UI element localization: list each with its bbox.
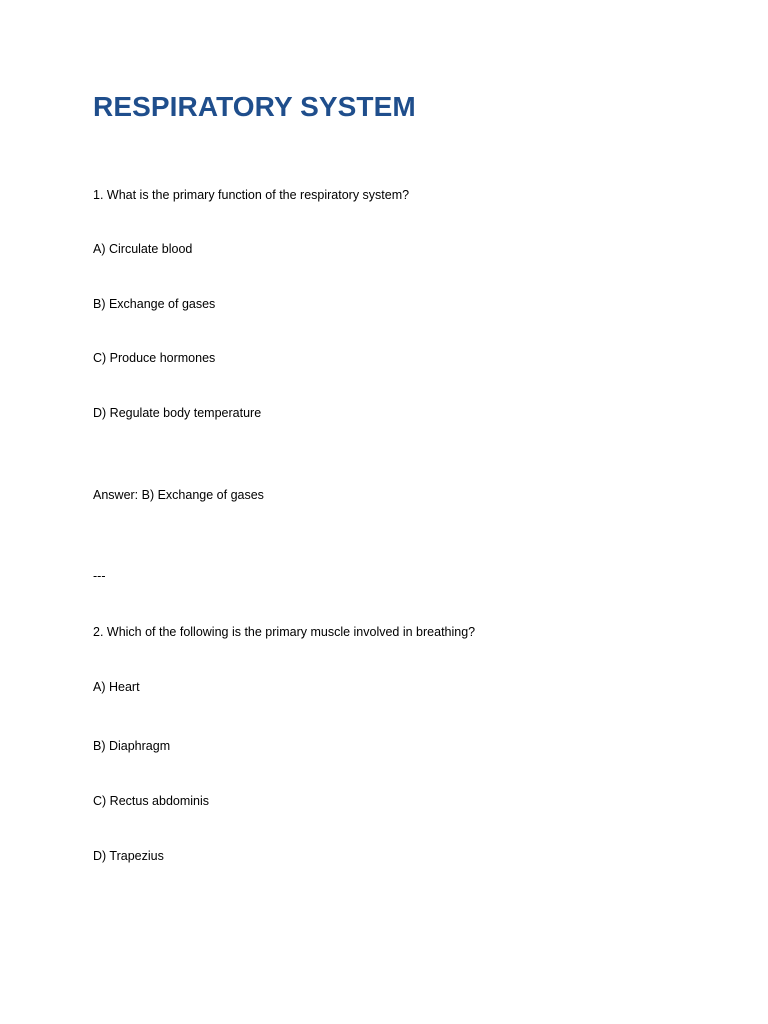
page-title: RESPIRATORY SYSTEM	[93, 91, 416, 122]
question-2-prompt: 2. Which of the following is the primary muscle involved in breathing?	[93, 625, 476, 639]
question-2-option-d: D) Trapezius	[93, 849, 164, 863]
section-separator: ---	[93, 569, 106, 583]
question-1-option-c: C) Produce hormones	[93, 351, 216, 365]
question-1-option-b: B) Exchange of gases	[93, 297, 216, 311]
question-1-prompt: 1. What is the primary function of the respiratory system?	[93, 188, 410, 202]
question-1-option-a: A) Circulate blood	[93, 242, 193, 256]
question-1-answer: Answer: B) Exchange of gases	[93, 488, 264, 502]
question-1-option-d: D) Regulate body temperature	[93, 406, 262, 420]
question-2-option-c: C) Rectus abdominis	[93, 794, 210, 808]
question-2-option-a: A) Heart	[93, 680, 140, 694]
question-2-option-b: B) Diaphragm	[93, 739, 171, 753]
